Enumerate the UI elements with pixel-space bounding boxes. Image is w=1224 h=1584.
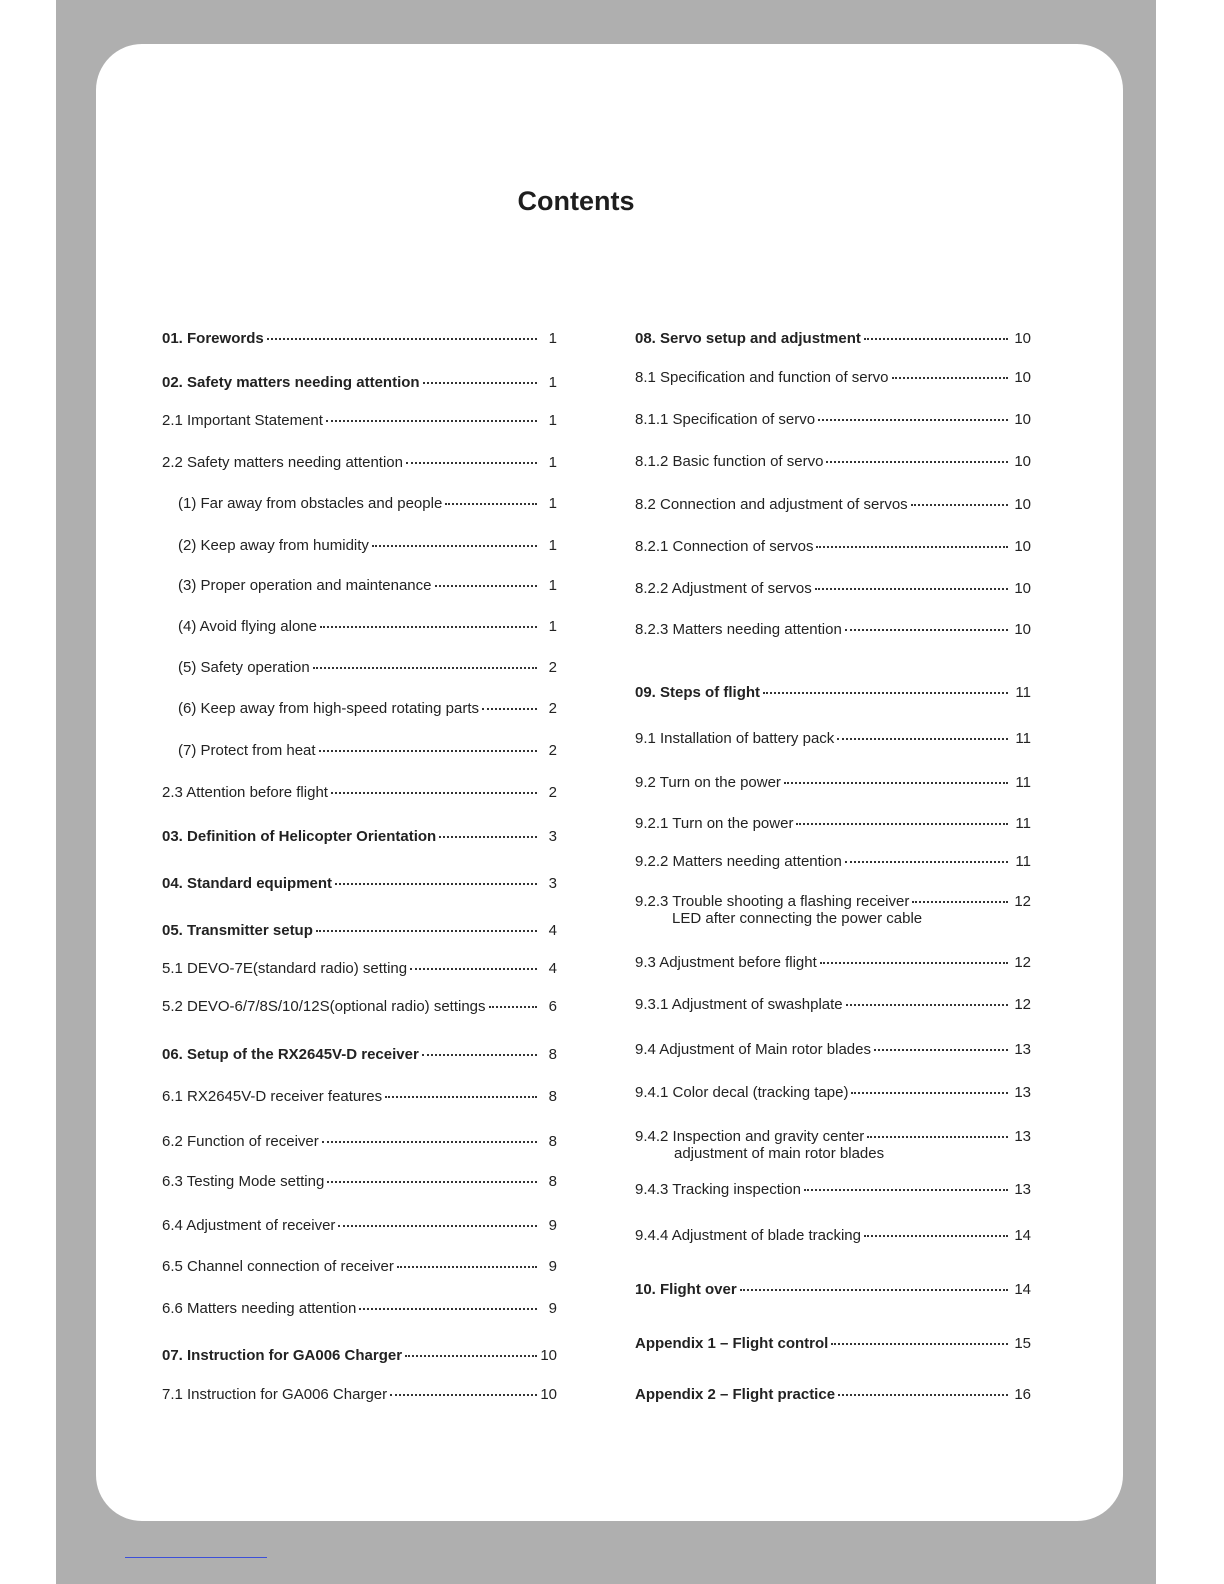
toc-entry[interactable] — [635, 621, 1031, 639]
toc-page-number: 1 — [548, 374, 557, 391]
toc-entry[interactable] — [162, 330, 557, 348]
toc-entry-title: 2.3 Attention before flight — [162, 784, 328, 801]
dot-leader — [267, 338, 537, 340]
toc-page-number: 16 — [1014, 1386, 1031, 1403]
toc-page-number: 3 — [548, 875, 557, 892]
toc-entry[interactable] — [635, 893, 1031, 911]
toc-entry[interactable] — [162, 537, 557, 555]
toc-entry-title: 01. Forewords — [162, 330, 264, 347]
toc-page-number: 9 — [548, 1217, 557, 1234]
toc-page-number: 1 — [548, 618, 557, 635]
toc-entry-title: (4) Avoid flying alone — [178, 618, 317, 635]
toc-entry-title: 04. Standard equipment — [162, 875, 333, 892]
toc-entry[interactable] — [162, 960, 557, 978]
toc-entry[interactable] — [162, 577, 557, 595]
toc-entry[interactable] — [635, 684, 1031, 702]
dot-leader — [489, 1006, 537, 1008]
dot-leader — [815, 588, 1008, 590]
toc-page-number: 3 — [548, 828, 557, 845]
dot-leader — [422, 1054, 537, 1056]
toc-entry-title: 9.2.2 Matters needing attention — [635, 853, 842, 870]
toc-page-number: 10 — [1014, 580, 1031, 597]
toc-entry-title: 2.2 Safety matters needing attention — [162, 454, 403, 471]
dot-leader — [784, 782, 1008, 784]
dot-leader — [864, 338, 1008, 340]
toc-entry-title: Appendix 2 – Flight practice — [635, 1386, 836, 1403]
toc-page-number: 10 — [1014, 496, 1031, 513]
dot-leader — [845, 861, 1008, 863]
toc-entry-title: 05. Transmitter setup — [162, 922, 313, 939]
toc-entry-title: Appendix 1 – Flight control — [635, 1335, 829, 1352]
toc-page-number: 8 — [548, 1173, 557, 1190]
toc-page-number: 1 — [548, 330, 557, 347]
toc-entry[interactable] — [635, 853, 1031, 871]
toc-entry-title: 9.4 Adjustment of Main rotor blades — [635, 1041, 871, 1058]
toc-page-number: 12 — [1014, 954, 1031, 971]
toc-entry-title: 6.3 Testing Mode setting — [162, 1173, 325, 1190]
toc-entry[interactable] — [635, 330, 1031, 348]
toc-page-number: 1 — [548, 454, 557, 471]
toc-page-number: 11 — [1015, 684, 1031, 701]
toc-entry-title: 9.2.1 Turn on the power — [635, 815, 794, 832]
toc-page-number: 2 — [548, 784, 557, 801]
toc-entry[interactable] — [635, 411, 1031, 429]
toc-entry-title: 2.1 Important Statement — [162, 412, 323, 429]
dot-leader — [423, 382, 537, 384]
dot-leader — [322, 1141, 537, 1143]
dot-leader — [359, 1308, 537, 1310]
page-title: Contents — [517, 186, 635, 216]
toc-page-number: 12 — [1014, 996, 1031, 1013]
footer-link-underline[interactable] — [125, 1557, 267, 1558]
toc-entry-title: 03. Definition of Helicopter Orientation — [162, 828, 437, 845]
toc-entry-title: 6.6 Matters needing attention — [162, 1300, 357, 1317]
dot-leader — [818, 419, 1008, 421]
toc-entry[interactable] — [162, 828, 557, 846]
toc-entry-title: 7.1 Instruction for GA006 Charger — [162, 1386, 388, 1403]
dot-leader — [326, 420, 537, 422]
toc-entry-title: 8.1.1 Specification of servo — [635, 411, 816, 428]
toc-entry[interactable] — [635, 815, 1031, 833]
toc-entry-title: 9.4.3 Tracking inspection — [635, 1181, 801, 1198]
toc-page-number: 9 — [548, 1300, 557, 1317]
toc-entry[interactable] — [162, 998, 557, 1016]
toc-page-number: 9 — [548, 1258, 557, 1275]
toc-page-number: 4 — [548, 960, 557, 977]
dot-leader — [435, 585, 538, 587]
toc-entry[interactable] — [635, 580, 1031, 598]
toc-page-number: 13 — [1014, 1181, 1031, 1198]
toc-entry[interactable] — [635, 538, 1031, 556]
toc-page-number: 4 — [548, 922, 557, 939]
dot-leader — [763, 692, 1008, 694]
toc-entry-title: 9.4.1 Color decal (tracking tape) — [635, 1084, 849, 1101]
toc-page-number: 10 — [540, 1347, 557, 1364]
dot-leader — [892, 377, 1009, 379]
toc-entry[interactable] — [162, 875, 557, 893]
toc-entry[interactable] — [635, 1084, 1031, 1102]
toc-page-number: 10 — [540, 1386, 557, 1403]
toc-entry-title: (2) Keep away from humidity — [178, 537, 369, 554]
dot-leader — [911, 504, 1008, 506]
toc-page-number: 10 — [1014, 330, 1031, 347]
toc-page-number: 10 — [1014, 621, 1031, 638]
toc-entry[interactable] — [635, 954, 1031, 972]
toc-entry[interactable] — [635, 1386, 1031, 1404]
toc-entry-title: 5.2 DEVO-6/7/8S/10/12S(optional radio) settings — [162, 998, 486, 1015]
toc-page-number: 1 — [548, 537, 557, 554]
toc-page-number: 6 — [548, 998, 557, 1015]
toc-entry-title: 9.2.3 Trouble shooting a flashing receiver — [635, 893, 910, 910]
toc-page-number: 2 — [548, 659, 557, 676]
toc-entry-title: (5) Safety operation — [178, 659, 310, 676]
dot-leader — [820, 962, 1008, 964]
toc-entry[interactable] — [162, 1300, 557, 1318]
dot-leader — [740, 1289, 1008, 1291]
toc-page-number: 14 — [1014, 1227, 1031, 1244]
toc-entry-title: 6.1 RX2645V-D receiver features — [162, 1088, 383, 1105]
toc-page-number: 12 — [1014, 893, 1031, 910]
dot-leader — [864, 1235, 1008, 1237]
toc-entry-title: (7) Protect from heat — [178, 742, 316, 759]
dot-leader — [385, 1096, 537, 1098]
toc-entry[interactable] — [162, 700, 557, 718]
dot-leader — [845, 629, 1008, 631]
toc-entry-title: 8.2 Connection and adjustment of servos — [635, 496, 908, 513]
toc-page-number: 10 — [1014, 453, 1031, 470]
toc-page-number: 2 — [548, 700, 557, 717]
toc-entry-title: 9.3.1 Adjustment of swashplate — [635, 996, 843, 1013]
toc-entry-title: 8.2.1 Connection of servos — [635, 538, 814, 555]
toc-page-number: 13 — [1014, 1084, 1031, 1101]
toc-entry[interactable] — [162, 659, 557, 677]
dot-leader — [405, 1355, 537, 1357]
toc-entry-title: (3) Proper operation and maintenance — [178, 577, 432, 594]
toc-entry[interactable] — [162, 454, 557, 472]
dot-leader — [445, 503, 537, 505]
toc-entry[interactable] — [635, 730, 1031, 748]
toc-entry[interactable] — [635, 496, 1031, 514]
toc-entry[interactable] — [162, 1173, 557, 1191]
toc-page-number: 11 — [1015, 774, 1031, 791]
toc-page-number: 1 — [548, 412, 557, 429]
toc-page-number: 11 — [1015, 815, 1031, 832]
dot-leader — [319, 750, 537, 752]
toc-entry-title: 8.1 Specification and function of servo — [635, 369, 889, 386]
dot-leader — [316, 930, 537, 932]
toc-entry[interactable] — [162, 1217, 557, 1235]
toc-entry[interactable] — [162, 742, 557, 760]
dot-leader — [838, 1394, 1008, 1396]
toc-entry[interactable] — [635, 996, 1031, 1014]
toc-entry[interactable] — [162, 1088, 557, 1106]
dot-leader — [372, 545, 537, 547]
dot-leader — [313, 667, 537, 669]
toc-page-number: 1 — [548, 495, 557, 512]
toc-page-number: 8 — [548, 1133, 557, 1150]
toc-entry[interactable] — [635, 774, 1031, 792]
dot-leader — [390, 1394, 537, 1396]
toc-page-number: 13 — [1014, 1041, 1031, 1058]
toc-page-number: 11 — [1015, 730, 1031, 747]
dot-leader — [874, 1049, 1008, 1051]
toc-entry-title: 10. Flight over — [635, 1281, 737, 1298]
toc-entry[interactable] — [162, 495, 557, 513]
dot-leader — [482, 708, 537, 710]
toc-entry-title: 9.4.2 Inspection and gravity center — [635, 1128, 865, 1145]
dot-leader — [320, 626, 537, 628]
toc-entry[interactable] — [635, 1041, 1031, 1059]
toc-entry-continuation: LED after connecting the power cable — [672, 910, 923, 927]
dot-leader — [410, 968, 537, 970]
toc-entry[interactable] — [162, 1386, 557, 1404]
toc-entry-title: 9.3 Adjustment before flight — [635, 954, 817, 971]
dot-leader — [816, 546, 1008, 548]
toc-entry-title: 5.1 DEVO-7E(standard radio) setting — [162, 960, 408, 977]
toc-entry[interactable] — [162, 374, 557, 392]
dot-leader — [867, 1136, 1008, 1138]
toc-entry-title: 6.5 Channel connection of receiver — [162, 1258, 394, 1275]
toc-page-number: 15 — [1014, 1335, 1031, 1352]
dot-leader — [397, 1266, 537, 1268]
dot-leader — [826, 461, 1008, 463]
toc-page-number: 10 — [1014, 411, 1031, 428]
toc-entry[interactable] — [635, 453, 1031, 471]
toc-page-number: 8 — [548, 1088, 557, 1105]
toc-page-number: 13 — [1014, 1128, 1031, 1145]
toc-entry-continuation: adjustment of main rotor blades — [674, 1145, 885, 1162]
toc-entry-title: 08. Servo setup and adjustment — [635, 330, 861, 347]
toc-entry[interactable] — [162, 1347, 557, 1365]
toc-entry[interactable] — [162, 922, 557, 940]
dot-leader — [837, 738, 1008, 740]
dot-leader — [338, 1225, 537, 1227]
toc-entry[interactable] — [162, 1133, 557, 1151]
dot-leader — [796, 823, 1008, 825]
toc-entry[interactable] — [162, 1258, 557, 1276]
toc-entry-title: 07. Instruction for GA006 Charger — [162, 1347, 403, 1364]
dot-leader — [335, 883, 537, 885]
toc-entry-title: 8.2.3 Matters needing attention — [635, 621, 842, 638]
dot-leader — [331, 792, 537, 794]
dot-leader — [851, 1092, 1008, 1094]
toc-entry-title: 09. Steps of flight — [635, 684, 761, 701]
toc-entry[interactable] — [162, 618, 557, 636]
toc-page-number: 1 — [548, 577, 557, 594]
toc-entry-title: (1) Far away from obstacles and people — [178, 495, 443, 512]
toc-entry-title: 8.1.2 Basic function of servo — [635, 453, 824, 470]
dot-leader — [327, 1181, 537, 1183]
dot-leader — [831, 1343, 1008, 1345]
toc-entry[interactable] — [635, 1227, 1031, 1245]
toc-entry-title: 02. Safety matters needing attention — [162, 374, 420, 391]
toc-entry-title: 06. Setup of the RX2645V-D receiver — [162, 1046, 419, 1063]
dot-leader — [804, 1189, 1008, 1191]
toc-entry-title: (6) Keep away from high-speed rotating parts — [178, 700, 479, 717]
toc-page-number: 11 — [1015, 853, 1031, 870]
toc-page-number: 10 — [1014, 369, 1031, 386]
toc-page-number: 14 — [1014, 1281, 1031, 1298]
toc-entry[interactable] — [635, 1335, 1031, 1353]
toc-entry-title: 9.2 Turn on the power — [635, 774, 781, 791]
toc-entry[interactable] — [635, 1281, 1031, 1299]
toc-page-number: 2 — [548, 742, 557, 759]
toc-page-number: 10 — [1014, 538, 1031, 555]
toc-entry-title: 6.2 Function of receiver — [162, 1133, 319, 1150]
toc-page-number: 8 — [548, 1046, 557, 1063]
toc-entry-title: 9.1 Installation of battery pack — [635, 730, 835, 747]
toc-entry[interactable] — [162, 1046, 557, 1064]
dot-leader — [406, 462, 537, 464]
toc-entry-title: 8.2.2 Adjustment of servos — [635, 580, 812, 597]
toc-entry[interactable] — [635, 369, 1031, 387]
toc-entry[interactable] — [162, 784, 557, 802]
toc-entry-title: 6.4 Adjustment of receiver — [162, 1217, 336, 1234]
toc-entry-title: 9.4.4 Adjustment of blade tracking — [635, 1227, 861, 1244]
dot-leader — [912, 901, 1008, 903]
toc-entry[interactable] — [635, 1181, 1031, 1199]
dot-leader — [439, 836, 537, 838]
dot-leader — [846, 1004, 1008, 1006]
toc-entry[interactable] — [635, 1128, 1031, 1146]
toc-entry[interactable] — [162, 412, 557, 430]
